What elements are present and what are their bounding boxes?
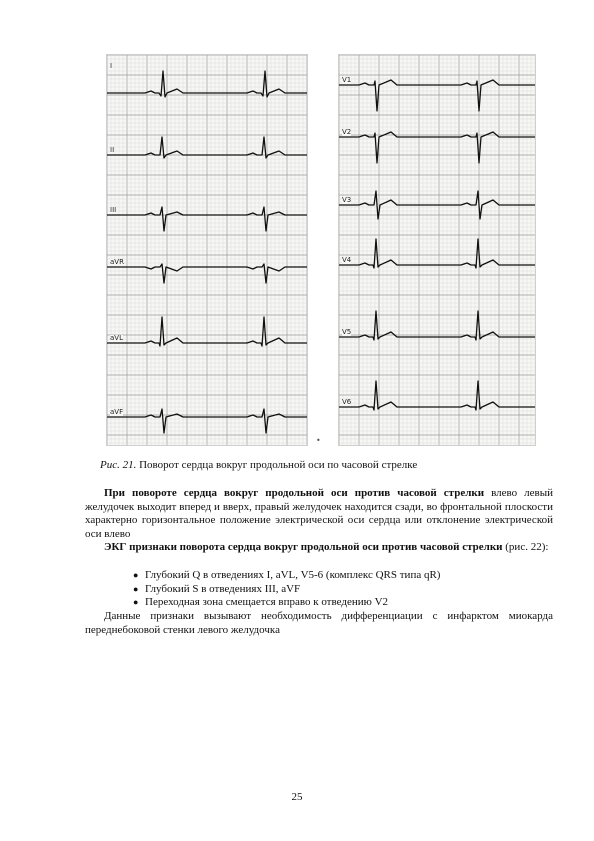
list-item: ● Глубокий Q в отведениях I, aVL, V5-6 (комплекс QRS типа qR) bbox=[133, 569, 441, 581]
ecg-trace-v2 bbox=[339, 132, 535, 163]
paragraph-differentiation: Данные признаки вызывают необходимость дифференциации с инфарктом миокарда переднебоковой стенки левого желудочка bbox=[85, 610, 553, 636]
bullet-icon: ● bbox=[133, 597, 139, 607]
lead-label: II bbox=[110, 146, 115, 154]
lead-label: V1 bbox=[342, 76, 352, 84]
ecg-chest-leads-trace bbox=[339, 55, 535, 445]
paragraph-body: влево левый желудочек выходит вперед и вверх, правый желудочек находится сзади, во фронтальной плоскости характерно горизонтальное положение электрической оси сердца или отклонение электрической оси влево bbox=[85, 487, 553, 540]
lead-label: aVL bbox=[110, 334, 123, 342]
lead-label: III bbox=[110, 206, 117, 214]
ecg-trace-v4 bbox=[339, 239, 535, 268]
paragraph-counterclockwise-rotation bbox=[85, 487, 553, 541]
page-number: 25 bbox=[291, 791, 303, 803]
lead-label: V5 bbox=[342, 328, 352, 336]
list-item: ● Переходная зона смещается вправо к отведению V2 bbox=[133, 596, 389, 608]
ecg-signs-list bbox=[85, 569, 553, 610]
paragraph-body: (рис. 22): bbox=[502, 541, 549, 553]
ecg-trace-v1 bbox=[339, 80, 535, 111]
figure-caption-text: Поворот сердца вокруг продольной оси по часовой стрелке bbox=[136, 459, 418, 471]
lead-label: aVR bbox=[110, 258, 124, 266]
lead-label: V4 bbox=[342, 256, 352, 264]
ecg-limb-leads-panel bbox=[106, 54, 308, 446]
lead-label: V6 bbox=[342, 398, 352, 406]
bullet-icon: ● bbox=[133, 583, 139, 594]
figure-caption bbox=[100, 459, 417, 471]
figure-tick-mark: • bbox=[316, 436, 321, 445]
lead-label: aVF bbox=[110, 408, 124, 416]
list-item: ● Глубокий S в отведениях III, aVF bbox=[133, 582, 301, 595]
ecg-limb-leads-trace bbox=[107, 55, 307, 445]
paragraph-heading: ЭКГ признаки поворота сердца вокруг продольной оси против часовой стрелки bbox=[104, 541, 503, 553]
paragraph-heading: При повороте сердца вокруг продольной оси против часовой стрелки bbox=[104, 487, 485, 499]
lead-label: I bbox=[110, 62, 113, 70]
ecg-chest-leads-panel bbox=[338, 54, 536, 446]
lead-label: V2 bbox=[342, 128, 352, 136]
ecg-trace-v6 bbox=[339, 381, 535, 410]
lead-label: V3 bbox=[342, 196, 352, 204]
bullet-icon: ● bbox=[133, 570, 139, 580]
figure-caption-label: Рис. 21. bbox=[100, 459, 137, 471]
paragraph-ecg-signs-intro bbox=[85, 541, 553, 555]
